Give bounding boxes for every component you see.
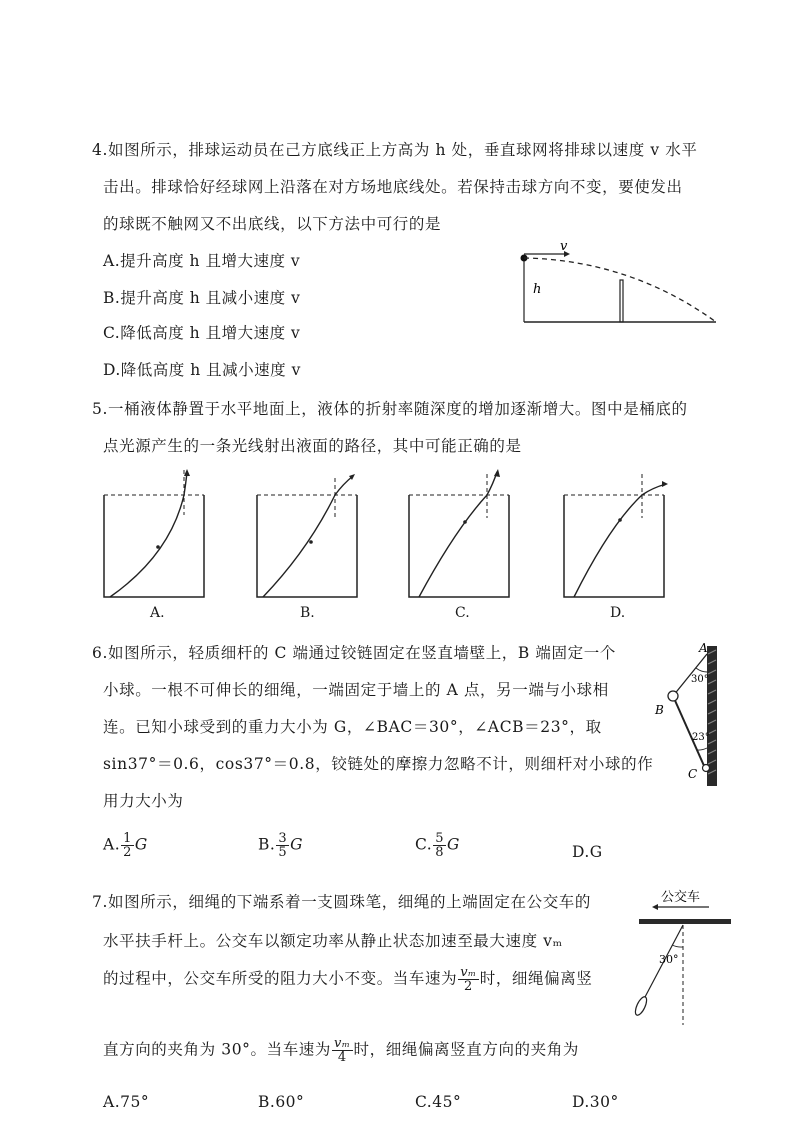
q6-option-b: B. $\frac{3}{5}$ G [258, 831, 303, 860]
q7-bus-label: 公交车 [661, 890, 701, 905]
q6-option-d: D.G [572, 843, 603, 861]
q6-angle-30: 30° [691, 674, 709, 685]
q6-figure [655, 640, 725, 790]
q7-line-4: 直方向的夹角为 30°。当车速为 $\frac{\text{vₘ}}{4}$ 时，细绳偏离竖直方向的夹角为 [103, 1036, 579, 1065]
q4-h-label: h [533, 282, 542, 297]
q5-label-b: B. [300, 605, 315, 621]
q6-line-3: 连。已知小球受到的重力大小为 G，∠BAC＝30°，∠ACB＝23°，取 [103, 718, 602, 736]
q5-figure-b [253, 470, 363, 600]
q4-v-label: v [560, 239, 568, 254]
q7-angle-label: 30° [659, 953, 679, 966]
q4-figure [500, 240, 730, 330]
q7-option-d: D.30° [572, 1093, 619, 1111]
q6-angle-23: 23° [692, 732, 710, 743]
q5-figure-c [405, 470, 515, 600]
q6-line-2: 小球。一根不可伸长的细绳，一端固定于墙上的 A 点，另一端与小球相 [103, 681, 609, 699]
q4-line-2: 击出。排球恰好经球网上沿落在对方场地底线处。若保持击球方向不变，要使发出 [103, 178, 683, 196]
q6-option-c: C. $\frac{5}{8}$ G [415, 831, 460, 860]
q7-option-c: C.45° [415, 1093, 462, 1111]
q6-point-c: C [688, 767, 698, 781]
q5-line-1: 5.一桶液体静置于水平地面上，液体的折射率随深度的增加逐渐增大。图中是桶底的 [92, 400, 688, 418]
q5-figure-d [560, 470, 670, 600]
q6-line-5: 用力大小为 [103, 792, 184, 810]
q4-option-d: D.降低高度 h 且减小速度 v [103, 361, 301, 379]
q6-point-a: A [699, 641, 708, 655]
q4-option-a: A.提升高度 h 且增大速度 v [103, 252, 301, 270]
q6-line-1: 6.如图所示，轻质细杆的 C 端通过铰链固定在竖直墙壁上，B 端固定一个 [92, 644, 616, 662]
q5-line-2: 点光源产生的一条光线射出液面的路径，其中可能正确的是 [103, 437, 522, 455]
q7-line-2: 水平扶手杆上。公交车以额定功率从静止状态加速至最大速度 vₘ [103, 932, 563, 950]
q4-line-1: 4.如图所示，排球运动员在己方底线正上方高为 h 处，垂直球网将排球以速度 v 水平 [92, 141, 698, 159]
q7-option-b: B.60° [258, 1093, 305, 1111]
q6-point-b: B [655, 703, 664, 717]
q4-option-b: B.提升高度 h 且减小速度 v [103, 289, 301, 307]
q7-line-1: 7.如图所示，细绳的下端系着一支圆珠笔，细绳的上端固定在公交车的 [92, 893, 591, 911]
q5-figure-a [100, 470, 210, 600]
q4-line-3: 的球既不触网又不出底线，以下方法中可行的是 [103, 215, 442, 233]
q7-option-a: A.75° [103, 1093, 150, 1111]
q6-line-4: sin37°＝0.6，cos37°＝0.8，铰链处的摩擦力忽略不计，则细杆对小球的作 [103, 755, 654, 773]
q6-option-a: A. $\frac{1}{2}$ G [103, 831, 148, 860]
q4-option-c: C.降低高度 h 且增大速度 v [103, 324, 301, 342]
q5-label-c: C. [455, 605, 470, 621]
q5-label-a: A. [150, 605, 165, 621]
q5-label-d: D. [610, 605, 626, 621]
q7-figure [625, 885, 735, 1030]
q7-line-3: 的过程中，公交车所受的阻力大小不变。当车速为 $\frac{\text{vₘ}}{2}$ 时，细绳偏离竖 [103, 965, 593, 994]
